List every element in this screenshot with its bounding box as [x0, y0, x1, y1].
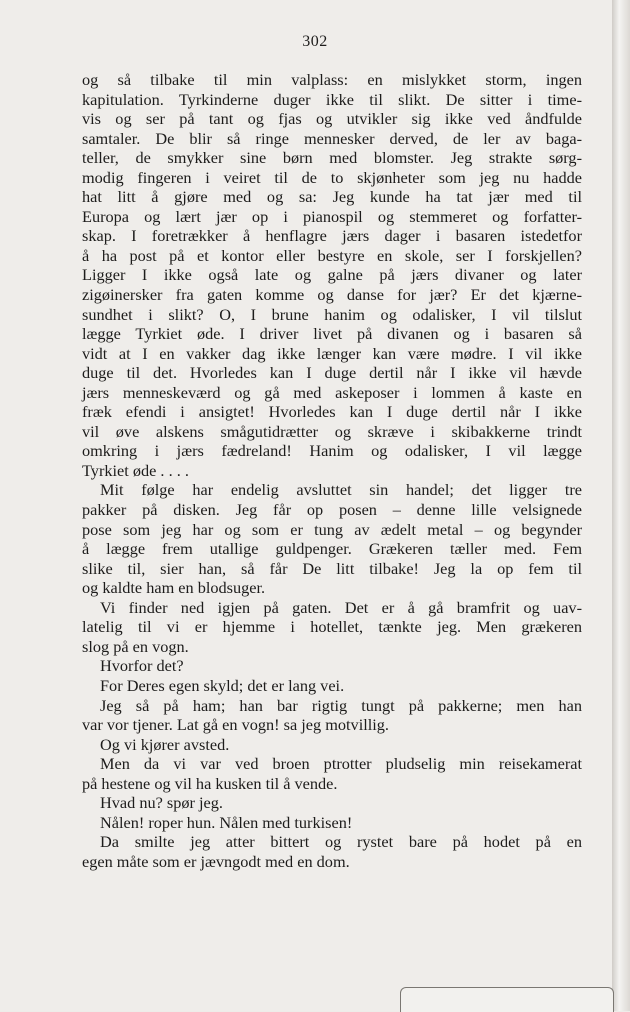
text-line: omkring i jærs fædreland! Hanim og odalisker, I vil lægge [82, 441, 582, 461]
text-line: slog på en vogn. [82, 636, 189, 656]
text-line: modig fingeren i veiret til de to skjønheter som jeg nu hadde [82, 167, 582, 187]
text-line: skap. I foretrækker å henflagre jærs dager i basaren istedetfor [82, 226, 582, 246]
text-line: å lægge frem utallige guldpenger. Grækeren tæller med. Fem [82, 539, 582, 559]
text-line: duge til det. Hvorledes kan I duge dertil når I ikke vil hævde [82, 363, 582, 383]
text-line: Mit følge har endelig avsluttet sin handel; det ligger tre [100, 480, 582, 500]
page-number: 302 [302, 33, 328, 50]
text-line: og så tilbake til min valplass: en mislykket storm, ingen [82, 70, 582, 89]
text-line: slike til, sier han, så får De litt tilbake! Jeg la op fem til [82, 558, 582, 578]
text-line: Hvorfor det? [100, 656, 184, 676]
text-line: fræk efendi i ansigtet! Hvorledes kan I duge dertil når I ikke [82, 402, 582, 422]
text-line: pakker på disken. Jeg får op posen – denne lille velsignede [82, 500, 582, 520]
text-line: egen måte som er jævngodt med en dom. [82, 851, 350, 871]
body-text [82, 70, 582, 871]
page-edge [612, 0, 630, 1011]
text-line: Da smilte jeg atter bittert og rystet bare på hodet på en [100, 832, 582, 852]
text-line: kapitulation. Tyrkinderne duger ikke til slikt. De sitter i time- [82, 89, 582, 109]
text-line: og kaldte ham en blodsuger. [82, 578, 266, 598]
text-line: på hestene og vil ha kusken til å vende. [82, 773, 338, 793]
text-line: Hvad nu? spør jeg. [100, 793, 223, 813]
text-line: pose som jeg har og som er tung av ædelt metal – og begynder [82, 519, 582, 539]
text-line: Vi finder ned igjen på gaten. Det er å gå bramfrit og uav- [100, 597, 582, 617]
text-line: vidt at I en vakker dag ikke længer kan være mødre. I vil ikke [82, 343, 582, 363]
text-line: Jeg så på ham; han bar rigtig tungt på pakkerne; men han [100, 695, 582, 715]
bookmark-tab [400, 987, 614, 1012]
text-line: lægge Tyrkiet øde. I driver livet på divanen og i basaren så [82, 324, 582, 344]
text-line: jærs menneskeværd og gå med askeposer i lommen å kaste en [82, 382, 582, 402]
text-line: Ligger I ikke også late og galne på jærs divaner og later [82, 265, 582, 285]
text-line: å ha post på et kontor eller bestyre en skole, ser I forskjellen? [82, 245, 582, 265]
text-line: sundhet i slikt? O, I brune hanim og odalisker, I vil tilslut [82, 304, 582, 324]
text-line: zigøinersker fra gaten komme og danse for jær? Er det kjærne- [82, 285, 582, 305]
text-line: Men da vi var ved broen ptrotter pludselig min reisekamerat [100, 754, 582, 774]
text-line: Europa og lært jær op i pianospil og stemmeret og forfatter- [82, 206, 582, 226]
text-line: Nålen! roper hun. Nålen med turkisen! [100, 812, 353, 832]
text-line: var vor tjener. Lat gå en vogn! sa jeg motvillig. [82, 715, 389, 735]
text-line: teller, de smykker sine børn med blomster. Jeg strakte sørg- [82, 148, 582, 168]
text-line: samtaler. De blir så ringe mennesker derved, de ler av baga- [82, 128, 582, 148]
text-line: vis og ser på tant og fjas og utvikler sig ikke ved åndfulde [82, 109, 582, 129]
text-line: hat litt å gjøre med og sa: Jeg kunde ha tat jær med til [82, 187, 582, 207]
text-line: vil øve alskens smågutidrætter og skræve i skibakkerne trindt [82, 421, 582, 441]
text-line: Og vi kjører avsted. [100, 734, 230, 754]
text-line: Tyrkiet øde . . . . [82, 460, 189, 480]
text-line: latelig til vi er hjemme i hotellet, tænkte jeg. Men grækeren [82, 617, 582, 637]
text-line: For Deres egen skyld; det er lang vei. [100, 675, 345, 695]
